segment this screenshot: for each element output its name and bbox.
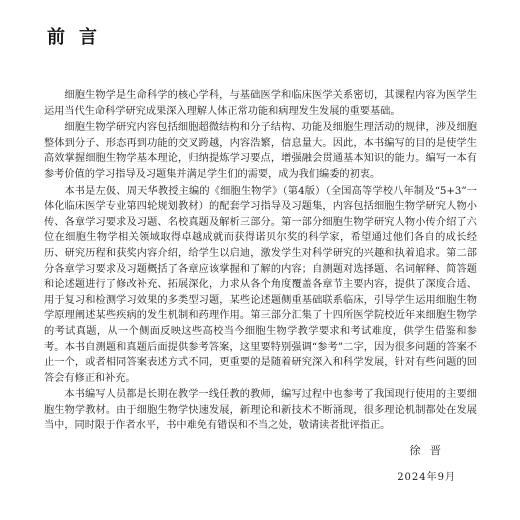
preface-date: 2024年9月: [397, 472, 456, 483]
preface-body: [44, 88, 477, 434]
page-title: 前言: [47, 27, 111, 48]
paragraph-2: 细胞生物学研究内容包括细胞超微结构和分子结构、功能及细胞生理活动的规律，涉及细胞整体到分子、形态再到功能的交叉跨越，内容浩繁，信息量大。因此，本书编写的目的是使学生高效掌握细胞生物学基本理论，归纳提炼学习要点，增强融会贯通基本知识的能力。编写一本有参考价值的学习指导及习题集并满足学生们的需要，成为我们编委的初衷。: [44, 122, 477, 180]
paragraph-3: 本书是左伋、周天华教授主编的《细胞生物学》（第4版）（全国高等学校八年制及“5+3”一体化临床医学专业第四轮规划教材）的配套学习指导及习题集，内容包括细胞生物学研究人物小传、各章学习要求及习题、名校真题及解析三部分。第一部分细胞生物学研究人物小传介绍了六位在细胞生物学相关领域取得卓越成就而获得诺贝尔奖的科学家，希望通过他们各自的成长经历、研究历程和获奖内容介绍，给学生以启迪，激发学生对科学研究的兴趣和执着追求。第二部分各章学习要求及习题概括了各章应该掌握和了解的内容；自测题对选择题、名词解释、简答题和论述题进行了修改补充、拓展深化，力求从各个角度覆盖各章节主要内容，提供了深度合适、用于复习和检测学习效果的多类型习题，某些论述题侧重基础联系临床，引导学生运用细胞生物学原理阐述某些疾病的发生机制和药理作用。第三部分汇集了十四所医学院校近年来细胞生物学的考试真题，从一个侧面反映这些高校当今细胞生物学教学要求和考试难度，供学生借鉴和参考。本书自测题和真题后面提供参考答案，这里要特别强调“参考”二字，因为很多问题的答案不止一个，或者相同答案表述方式不同，更重要的是随着研究深入和科学发展，针对有些问题的回答会有修正和补充。: [44, 185, 477, 384]
paragraph-1: 细胞生物学是生命科学的核心学科，与基础医学和临床医学关系密切，其课程内容为医学生运用当代生命科学研究成果深入理解人体正常功能和病理发生发展的重要基础。: [44, 90, 477, 117]
author-signature: 徐 晋: [409, 444, 444, 457]
paragraph-4: 本书编写人员都是长期在教学一线任教的教师，编写过程中也参考了我国现行使用的主要细胞生物学教材。由于细胞生物学快速发展，新理论和新技术不断涌现，很多理论机制都处在发展当中，同时限于作者水平，书中难免有错误和不当之处，敬请读者批评指正。: [44, 389, 477, 432]
